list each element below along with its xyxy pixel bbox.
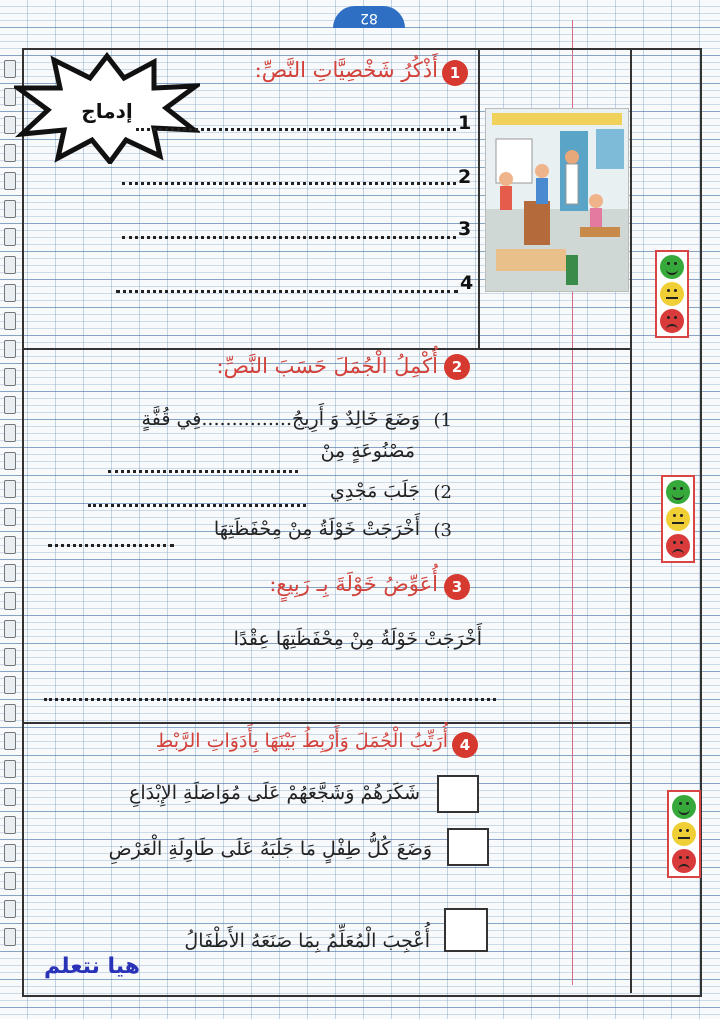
classroom-illustration [485, 108, 629, 292]
section1-number: 1 [442, 60, 468, 86]
section2-title: أُكْمِلُ الْجُمَلَ حَسَبَ النَّصِّ: [216, 354, 438, 378]
answer-line-3[interactable] [122, 236, 456, 239]
page-number: 82 [360, 10, 378, 26]
section2-line2: جَلَبَ مَجْدِي [329, 480, 420, 502]
order-box-3[interactable] [444, 908, 488, 952]
footer-logo-text: هيا نتعلم [44, 954, 141, 979]
order-box-2[interactable] [447, 828, 489, 866]
integration-badge-star [14, 52, 200, 164]
yellow-neutral-face-icon[interactable] [666, 507, 690, 531]
answer-line-4[interactable] [116, 290, 458, 293]
badge-label: إدماج [81, 99, 133, 123]
green-happy-face-icon[interactable] [672, 795, 696, 819]
fill-line-1[interactable] [108, 470, 298, 473]
section3-title: أُعَوِّضُ خَوْلَةَ بِـ رَبِيعٍ: [269, 572, 438, 596]
section3-sentence: أَخْرَجَتْ خَوْلَةُ مِنْ مِحْفَظَتِهَا عِقْدًا [233, 628, 482, 650]
fill-line-2[interactable] [88, 504, 306, 507]
order-sentence-3: أُعْجِبَ الْمُعَلِّمُ بِمَا صَنَعَهُ الأَطْفَالُ [184, 930, 430, 952]
section3-number: 3 [444, 574, 470, 600]
page-number-tab [333, 6, 405, 28]
section4-number: 4 [452, 732, 478, 758]
rewrite-line[interactable] [44, 698, 496, 701]
self-assessment-2 [661, 475, 695, 563]
item-number-3: 3 [458, 218, 472, 240]
answer-line-1[interactable] [136, 128, 456, 131]
section2-line1: وَضَعَ خَالِدٌ وَ أَرِيجُ...............فِي قُفَّةٍ [141, 408, 420, 430]
spiral-binding [4, 60, 18, 960]
section2-line3: أَخْرَجَتْ خَوْلَةُ مِنْ مِحْفَظَتِهَا [213, 518, 420, 540]
yellow-neutral-face-icon[interactable] [672, 822, 696, 846]
red-sad-face-icon[interactable] [672, 849, 696, 873]
red-sad-face-icon[interactable] [666, 534, 690, 558]
order-sentence-2: وَضَعَ كُلُّ طِفْلٍ مَا جَلَبَهُ عَلَى طَاوِلَةِ الْعَرْضِ [108, 838, 432, 860]
section2-line2-number: 2) [433, 482, 452, 503]
order-sentence-1: شَكَرَهُمْ وَشَجَّعَهُمْ عَلَى مُوَاصَلَةِ الإِبْدَاعِ [129, 782, 420, 804]
answer-line-2[interactable] [122, 182, 456, 185]
green-happy-face-icon[interactable] [666, 480, 690, 504]
self-assessment-3 [667, 790, 701, 878]
green-happy-face-icon[interactable] [660, 255, 684, 279]
section-divider-1 [22, 348, 630, 350]
image-divider [478, 48, 480, 348]
item-number-4: 4 [460, 272, 474, 294]
section4-title: أُرَتِّبُ الْجُمَلَ وَأَرْبِطُ بَيْنَهَا بِأَدَوَاتِ الرَّبْطِ [155, 730, 448, 752]
section2-line1b: مَصْنُوعَةٍ مِنْ [320, 440, 415, 462]
yellow-neutral-face-icon[interactable] [660, 282, 684, 306]
section2-line1-number: 1) [433, 410, 452, 431]
self-assessment-1 [655, 250, 689, 338]
section2-line3-number: 3) [433, 520, 452, 541]
order-box-1[interactable] [437, 775, 479, 813]
section1-title: أَذْكُرُ شَخْصِيَّاتِ النَّصِّ: [254, 58, 438, 82]
section-divider-2 [22, 722, 630, 724]
assessment-divider [630, 48, 632, 993]
item-number-1: 1 [458, 112, 472, 134]
section2-number: 2 [444, 354, 470, 380]
fill-line-3[interactable] [48, 544, 174, 547]
red-sad-face-icon[interactable] [660, 309, 684, 333]
item-number-2: 2 [458, 166, 472, 188]
